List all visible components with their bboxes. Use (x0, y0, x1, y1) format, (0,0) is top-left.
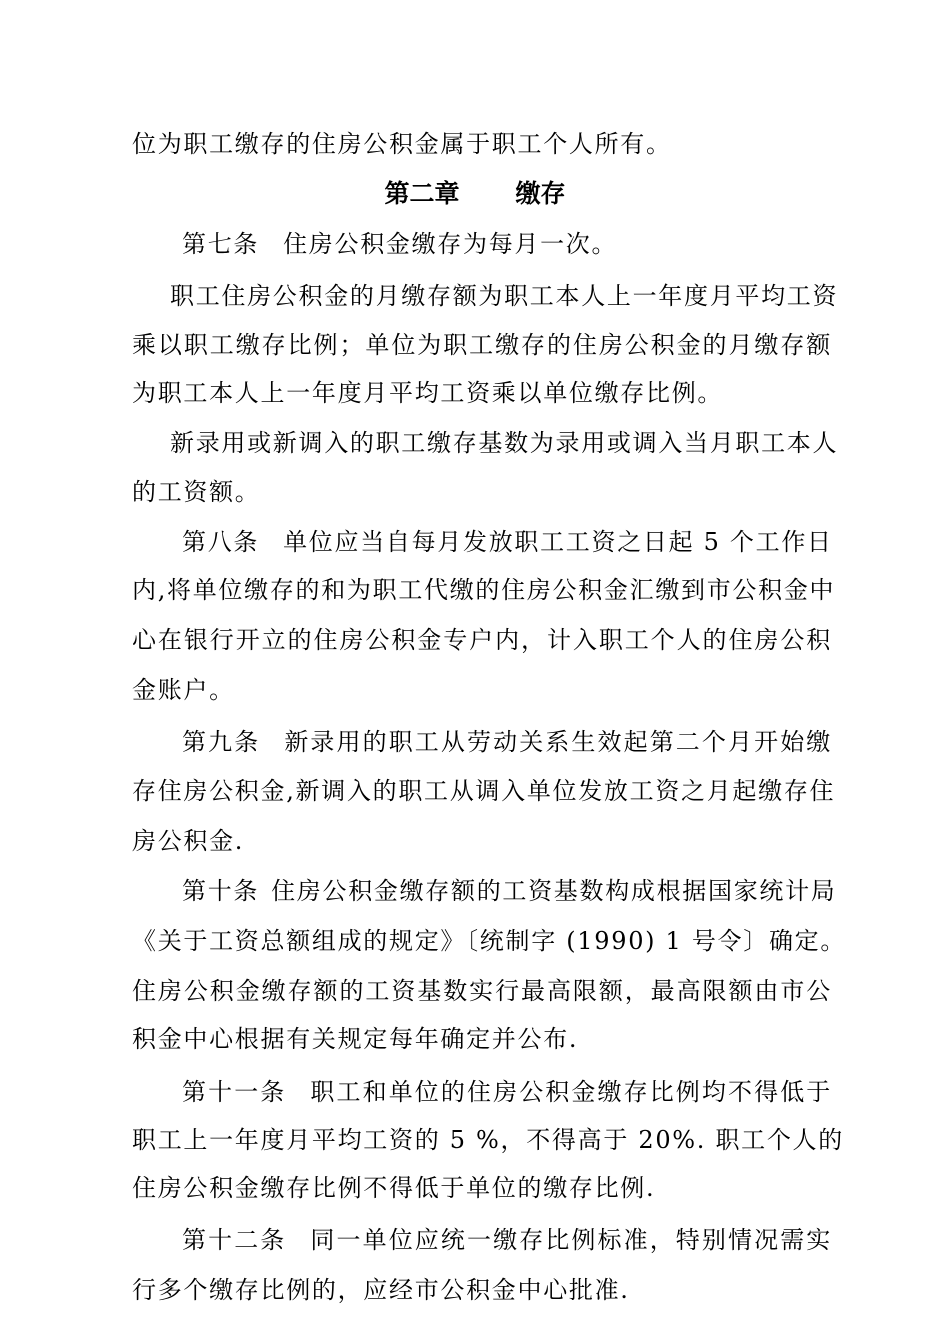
paragraph-line: 心在银行开立的住房公积金专户内，计入职工个人的住房公积 (132, 626, 832, 654)
article-text: 单位应当自每月发放职工工资之日起 5 个工作日 (283, 528, 833, 556)
paragraph-line: 职工上一年度月平均工资的 5 %，不得高于 20%. 职工个人的 (132, 1126, 844, 1154)
article-10 (182, 876, 837, 906)
paragraph-line: 住房公积金缴存额的工资基数实行最高限额，最高限额由市公 (132, 977, 832, 1005)
article-text: 住房公积金缴存为每月一次。 (283, 230, 618, 258)
article-11 (182, 1077, 832, 1107)
article-label: 第七条 (182, 230, 260, 258)
paragraph-line: 《关于工资总额组成的规定》〔统制字 (1990) 1 号令〕确定。 (132, 927, 847, 955)
paragraph-line: 房公积金. (132, 827, 245, 855)
article-text: 同一单位应统一缴存比例标准，特别情况需实 (310, 1226, 832, 1254)
article-text: 职工和单位的住房公积金缴存比例均不得低于 (310, 1078, 832, 1106)
paragraph-line: 住房公积金缴存比例不得低于单位的缴存比例. (132, 1174, 656, 1202)
article-text: 新录用的职工从劳动关系生效起第二个月开始缴 (284, 728, 832, 756)
article-label: 第九条 (182, 728, 261, 756)
article-9 (182, 727, 832, 757)
article-12 (182, 1225, 832, 1255)
paragraph-line: 乘以职工缴存比例；单位为职工缴存的住房公积金的月缴存额 (132, 331, 832, 359)
paragraph-line: 位为职工缴存的住房公积金属于职工个人所有。 (132, 130, 672, 158)
article-label: 第十二条 (182, 1226, 287, 1254)
paragraph-line: 新录用或新调入的职工缴存基数为录用或调入当月职工本人 (170, 429, 839, 457)
paragraph-line: 积金中心根据有关规定每年确定并公布. (132, 1025, 579, 1053)
article-text: 住房公积金缴存额的工资基数构成根据国家统计局 (271, 877, 837, 905)
article-label: 第八条 (182, 528, 260, 556)
paragraph-line: 内,将单位缴存的和为职工代缴的住房公积金汇缴到市公积金中 (132, 576, 836, 604)
paragraph-line: 存住房公积金,新调入的职工从调入单位发放工资之月起缴存住 (132, 777, 836, 805)
article-8 (182, 527, 832, 557)
chapter-title: 缴存 (515, 179, 566, 208)
chapter-number: 第二章 (384, 179, 460, 208)
paragraph-line: 金账户。 (132, 676, 235, 704)
paragraph-line: 职工住房公积金的月缴存额为职工本人上一年度月平均工资 (170, 282, 839, 310)
article-label: 第十条 (182, 877, 260, 905)
article-label: 第十一条 (182, 1078, 287, 1106)
article-7 (182, 229, 832, 259)
paragraph-line: 的工资额。 (132, 478, 261, 506)
paragraph-line: 行多个缴存比例的，应经市公积金中心批准. (132, 1276, 630, 1304)
chapter-heading (0, 178, 950, 210)
paragraph-line: 为职工本人上一年度月平均工资乘以单位缴存比例。 (132, 379, 724, 407)
